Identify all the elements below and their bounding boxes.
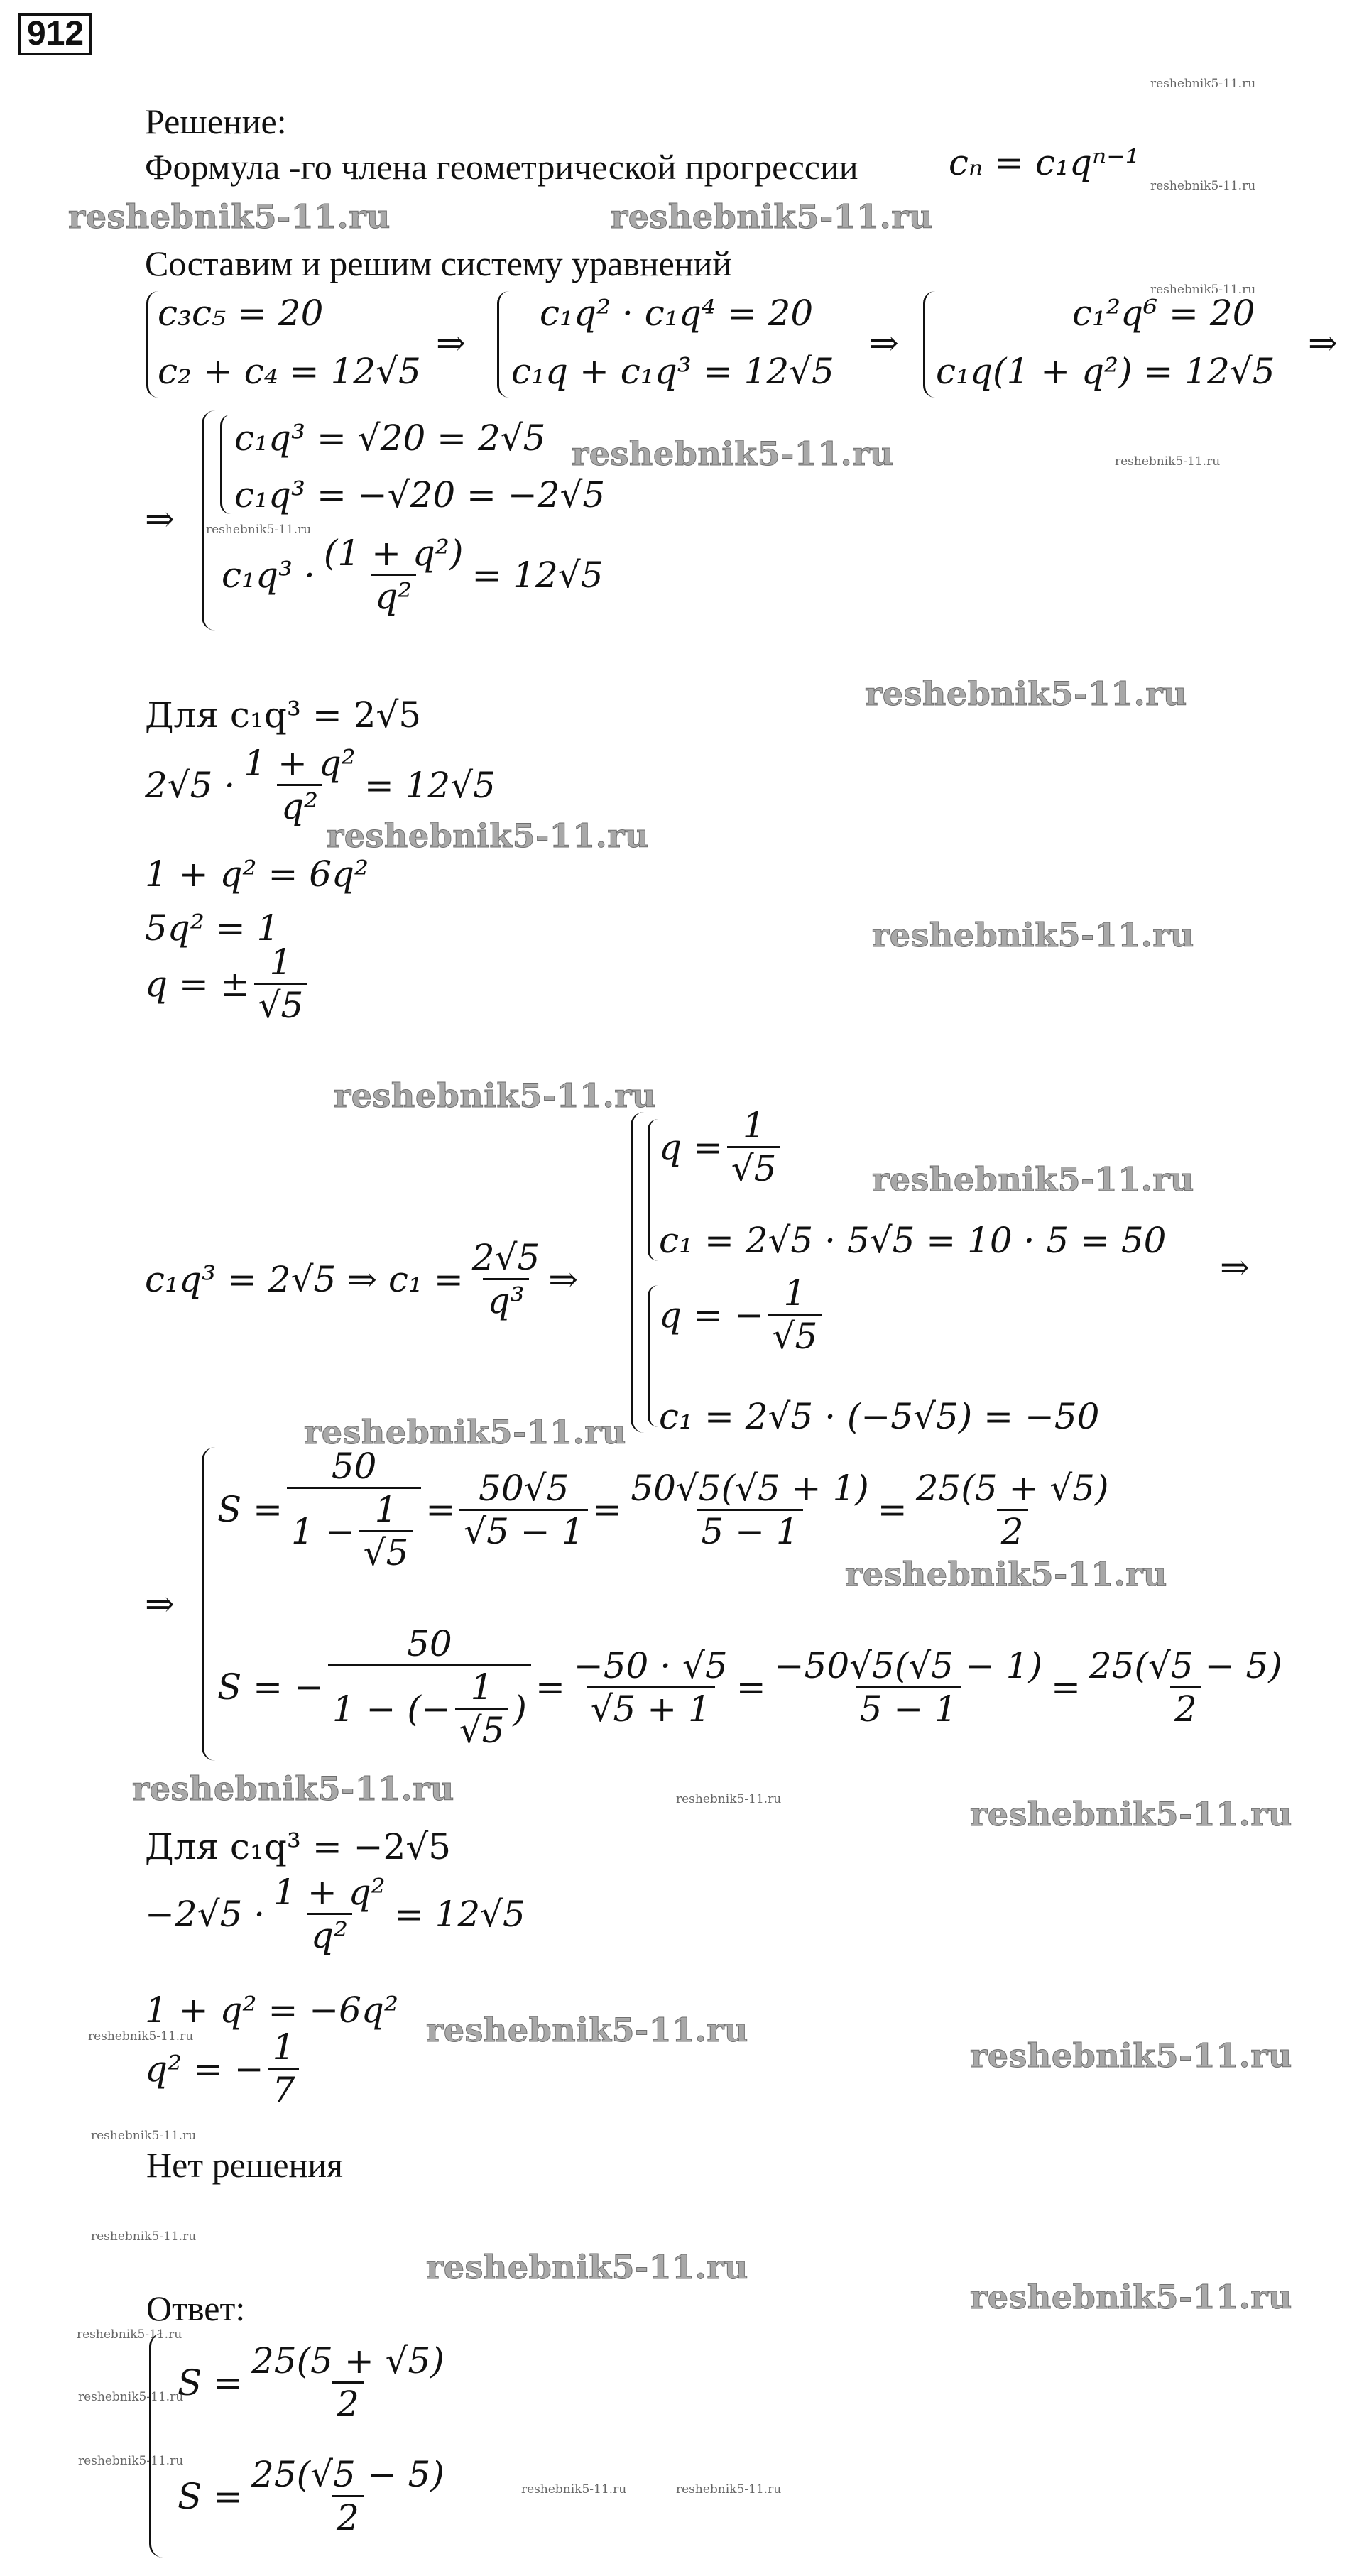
brace <box>146 291 158 398</box>
fraction <box>727 1105 781 1189</box>
fraction <box>569 1644 732 1730</box>
watermark: reshebnik5-11.ru <box>327 817 649 855</box>
implies-symbol: ⇒ <box>548 1258 579 1300</box>
term: = 12√5 <box>364 764 496 806</box>
equation: c₁q(1 + q²) = 12√5 <box>936 351 1275 392</box>
equation: c₁q² · c₁q⁴ = 20 <box>540 293 814 334</box>
watermark: reshebnik5-11.ru <box>865 675 1187 713</box>
brace <box>631 1112 644 1433</box>
watermark: reshebnik5-11.ru <box>572 435 894 473</box>
term: c₁q³ · <box>222 554 315 596</box>
brace <box>202 1447 215 1761</box>
problem-number: 912 <box>18 13 92 55</box>
system-intro: Составим и решим систему уравнений <box>145 244 732 283</box>
fraction <box>359 1489 413 1573</box>
term: = <box>736 1666 766 1708</box>
term: = <box>877 1489 907 1530</box>
fraction <box>239 743 360 827</box>
numerator: 1 <box>470 1666 493 1708</box>
watermark: reshebnik5-11.ru <box>845 1555 1167 1593</box>
case2-title: Для c₁q³ = −2√5 <box>145 1826 452 1867</box>
fraction <box>770 1644 1047 1730</box>
denominator: √5 + 1 <box>587 1686 715 1727</box>
brace <box>648 1119 658 1261</box>
fraction <box>247 2340 449 2425</box>
watermark: reshebnik5-11.ru <box>426 2248 748 2286</box>
fraction <box>459 1467 588 1552</box>
fraction <box>626 1467 873 1552</box>
denominator: q² <box>371 574 416 614</box>
denominator: 2 <box>332 2381 364 2422</box>
numerator: −50 · √5 <box>573 1644 728 1686</box>
watermark: reshebnik5-11.ru <box>78 2390 184 2404</box>
denominator: 5 − 1 <box>856 1686 961 1727</box>
denominator: q² <box>277 784 322 824</box>
equation: c₁q + c₁q³ = 12√5 <box>511 351 834 392</box>
equation: c₁²q⁶ = 20 <box>1072 293 1255 334</box>
implies-symbol: ⇒ <box>436 322 466 364</box>
fraction <box>468 1237 544 1321</box>
brace <box>648 1285 658 1427</box>
numerator: 1 <box>742 1105 765 1146</box>
watermark: reshebnik5-11.ru <box>676 2482 782 2496</box>
denominator: 2 <box>997 1509 1028 1549</box>
equation <box>217 1448 1118 1571</box>
term: S = <box>178 2475 244 2517</box>
term: q = <box>659 1126 723 1168</box>
brace <box>497 291 509 398</box>
equation <box>145 1872 525 1956</box>
formula: cₙ = c₁qⁿ⁻¹ <box>949 142 1140 183</box>
fraction <box>328 1623 531 1751</box>
fraction <box>269 1872 390 1956</box>
implies-symbol: ⇒ <box>145 1583 175 1625</box>
term: = 12√5 <box>393 1893 525 1935</box>
numerator: (1 + q²) <box>323 533 464 574</box>
watermark: reshebnik5-11.ru <box>1115 454 1221 469</box>
watermark: reshebnik5-11.ru <box>91 2230 197 2244</box>
watermark: reshebnik5-11.ru <box>88 2029 194 2043</box>
numerator: 1 + q² <box>273 1872 386 1913</box>
implies-symbol: ⇒ <box>869 322 899 364</box>
watermark: reshebnik5-11.ru <box>334 1076 656 1115</box>
watermark: reshebnik5-11.ru <box>676 1792 782 1806</box>
equation: c₁ = 2√5 · 5√5 = 10 · 5 = 50 <box>659 1220 1167 1261</box>
denominator <box>287 1487 421 1571</box>
numerator: 25(5 + √5) <box>251 2340 444 2381</box>
term: ) <box>513 1688 527 1730</box>
numerator: 50 <box>331 1446 377 1487</box>
term: q = ± <box>145 963 250 1005</box>
denominator: q² <box>307 1913 352 1953</box>
brace <box>149 2333 163 2558</box>
answer-equation <box>178 2454 453 2538</box>
equation: c₂ + c₄ = 12√5 <box>158 351 421 392</box>
term: S = − <box>217 1666 324 1708</box>
watermark: reshebnik5-11.ru <box>970 1795 1292 1833</box>
equation <box>659 1272 826 1357</box>
term: = 12√5 <box>471 554 604 596</box>
denominator: √5 <box>455 1708 509 1748</box>
watermark: reshebnik5-11.ru <box>304 1413 626 1451</box>
equation <box>659 1105 785 1189</box>
term: q = − <box>659 1294 764 1336</box>
term: −2√5 · <box>145 1893 266 1935</box>
numerator: 2√5 <box>471 1237 540 1278</box>
no-solution: Нет решения <box>146 2145 344 2185</box>
term: 1 − <box>291 1510 355 1552</box>
implies-symbol: ⇒ <box>1308 322 1338 364</box>
equation <box>217 1623 1291 1751</box>
term: = <box>535 1666 565 1708</box>
denominator: √5 − 1 <box>459 1509 588 1549</box>
watermark: reshebnik5-11.ru <box>132 1769 454 1808</box>
implies-symbol: ⇒ <box>1220 1247 1250 1288</box>
watermark: reshebnik5-11.ru <box>206 523 312 537</box>
numerator: 25(5 + √5) <box>915 1467 1109 1509</box>
equation: c₁q³ = −√20 = −2√5 <box>234 474 606 515</box>
equation <box>145 743 496 827</box>
equation: 5q² = 1 <box>145 907 280 949</box>
denominator: √5 <box>254 983 308 1023</box>
numerator: 1 <box>374 1489 398 1530</box>
equation: c₁q³ = √20 = 2√5 <box>234 417 546 459</box>
term: = <box>425 1489 456 1530</box>
watermark: reshebnik5-11.ru <box>91 2129 197 2143</box>
numerator: 50√5(√5 + 1) <box>631 1467 869 1509</box>
watermark: reshebnik5-11.ru <box>611 197 933 236</box>
denominator: √5 <box>768 1314 822 1354</box>
watermark: reshebnik5-11.ru <box>77 2327 182 2342</box>
term: q² = − <box>145 2048 264 2090</box>
numerator: 1 <box>269 942 293 983</box>
term: = <box>1051 1666 1081 1708</box>
fraction <box>455 1666 509 1751</box>
brace <box>202 410 215 631</box>
watermark: reshebnik5-11.ru <box>78 2454 184 2468</box>
fraction <box>268 2026 300 2111</box>
equation: 1 + q² = −6q² <box>145 1990 398 2031</box>
denominator: q³ <box>483 1278 528 1319</box>
watermark: reshebnik5-11.ru <box>521 2482 627 2496</box>
case1-title: Для c₁q³ = 2√5 <box>145 694 422 736</box>
numerator: 25(√5 − 5) <box>1089 1644 1282 1686</box>
equation <box>145 1237 579 1321</box>
term: S = <box>217 1489 283 1530</box>
numerator: 1 + q² <box>244 743 356 784</box>
watermark: reshebnik5-11.ru <box>872 1160 1194 1199</box>
formula-intro: Формула -го члена геометрической прогрессии <box>145 147 858 187</box>
denominator: 7 <box>268 2068 300 2108</box>
watermark: reshebnik5-11.ru <box>970 2278 1292 2316</box>
equation: c₃c₅ = 20 <box>158 293 324 334</box>
term: 2√5 · <box>145 764 236 806</box>
term: 1 − (− <box>332 1688 451 1730</box>
numerator: 50 <box>407 1623 452 1664</box>
equation: 1 + q² = 6q² <box>145 853 369 895</box>
denominator <box>328 1664 531 1751</box>
numerator: 1 <box>272 2026 295 2068</box>
watermark: reshebnik5-11.ru <box>1150 179 1256 193</box>
watermark: reshebnik5-11.ru <box>68 197 391 236</box>
equation <box>145 2026 303 2111</box>
fraction <box>247 2454 449 2538</box>
brace <box>923 291 935 398</box>
watermark: reshebnik5-11.ru <box>426 2011 748 2049</box>
term: c₁q³ = 2√5 ⇒ c₁ = <box>145 1258 464 1300</box>
answer-label: Ответ: <box>146 2288 246 2328</box>
implies-symbol: ⇒ <box>145 498 175 540</box>
watermark: reshebnik5-11.ru <box>872 916 1194 954</box>
term: S = <box>178 2362 244 2403</box>
answer-equation <box>178 2340 453 2425</box>
equation <box>145 942 312 1026</box>
denominator: √5 <box>727 1146 781 1186</box>
fraction <box>768 1272 822 1357</box>
fraction <box>912 1467 1113 1552</box>
denominator: 2 <box>1170 1686 1201 1727</box>
fraction <box>287 1448 421 1571</box>
numerator: 1 <box>783 1272 807 1314</box>
denominator: √5 <box>359 1530 413 1571</box>
equation <box>222 533 604 617</box>
equation: c₁ = 2√5 · (−5√5) = −50 <box>659 1396 1100 1437</box>
denominator: 5 − 1 <box>697 1509 802 1549</box>
denominator: 2 <box>332 2495 364 2536</box>
watermark: reshebnik5-11.ru <box>1150 77 1256 91</box>
fraction <box>254 942 308 1026</box>
fraction <box>320 533 468 617</box>
watermark: reshebnik5-11.ru <box>970 2036 1292 2075</box>
numerator: 25(√5 − 5) <box>251 2454 444 2495</box>
term: = <box>592 1489 623 1530</box>
numerator: 50√5 <box>479 1467 569 1509</box>
fraction <box>1085 1644 1287 1730</box>
brace <box>220 415 231 514</box>
solution-heading: Решение: <box>145 102 287 141</box>
watermark: reshebnik5-11.ru <box>1150 283 1256 297</box>
numerator: −50√5(√5 − 1) <box>774 1644 1042 1686</box>
